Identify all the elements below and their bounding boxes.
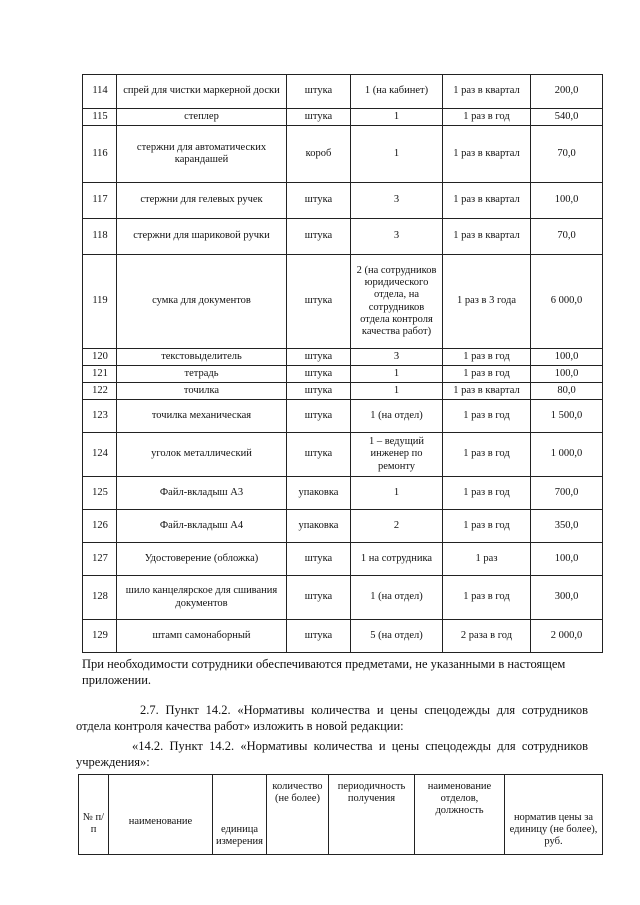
cell-unit: короб: [287, 126, 351, 183]
cell-price: 100,0: [531, 543, 603, 576]
cell-qty: 1: [351, 477, 443, 510]
cell-qty: 1: [351, 366, 443, 383]
table-row: [83, 433, 603, 477]
cell-unit: штука: [287, 349, 351, 366]
cell-num: 126: [83, 510, 117, 543]
cell-period: 1 раз в квартал: [443, 383, 531, 400]
table-row: [83, 576, 603, 620]
cell-name: стержни для шариковой ручки: [117, 219, 287, 255]
cell-name: стержни для автоматических карандашей: [117, 126, 287, 183]
cell-unit: штука: [287, 576, 351, 620]
header-dept: наименование отделов, должность: [415, 775, 505, 855]
cell-unit: штука: [287, 383, 351, 400]
cell-qty: 1: [351, 126, 443, 183]
cell-qty: 5 (на отдел): [351, 620, 443, 653]
cell-unit: штука: [287, 183, 351, 219]
cell-period: 1 раз в год: [443, 366, 531, 383]
cell-name: текстовыделитель: [117, 349, 287, 366]
cell-num: 121: [83, 366, 117, 383]
table-row: [83, 510, 603, 543]
cell-unit: упаковка: [287, 510, 351, 543]
section-14-2-paragraph: «14.2. Пункт 14.2. «Нормативы количества и цены спецодежды для сотрудников учреждения»:: [76, 739, 588, 770]
table-row: [83, 400, 603, 433]
cell-name: штамп самонаборный: [117, 620, 287, 653]
cell-num: 124: [83, 433, 117, 477]
header-unit: единица измерения: [213, 775, 267, 855]
cell-num: 117: [83, 183, 117, 219]
cell-period: 1 раз в 3 года: [443, 255, 531, 349]
cell-name: точилка механическая: [117, 400, 287, 433]
table-row: [83, 219, 603, 255]
table-row: [83, 255, 603, 349]
cell-qty: 2 (на сотрудников юридического отдела, на сотрудников отдела контроля качества работ): [351, 255, 443, 349]
cell-period: 1 раз в год: [443, 477, 531, 510]
table-row: [83, 126, 603, 183]
cell-unit: упаковка: [287, 477, 351, 510]
cell-name: стержни для гелевых ручек: [117, 183, 287, 219]
cell-qty: 1: [351, 109, 443, 126]
cell-unit: штука: [287, 109, 351, 126]
table-row: [83, 349, 603, 366]
cell-num: 127: [83, 543, 117, 576]
cell-unit: штука: [287, 75, 351, 109]
cell-name: Файл-вкладыш А4: [117, 510, 287, 543]
cell-qty: 1 – ведущий инженер по ремонту: [351, 433, 443, 477]
cell-name: шило канцелярское для сшивания документов: [117, 576, 287, 620]
header-qty: количество (не более): [267, 775, 329, 855]
section-2-7-paragraph: 2.7. Пункт 14.2. «Нормативы количества и цены спецодежды для сотрудников отдела контроля качества работ» изложить в новой редакции:: [76, 703, 588, 734]
cell-period: 1 раз: [443, 543, 531, 576]
header-price: норматив цены за единицу (не более), руб.: [505, 775, 603, 855]
cell-period: 2 раза в год: [443, 620, 531, 653]
cell-name: точилка: [117, 383, 287, 400]
table-row: [83, 75, 603, 109]
cell-unit: штука: [287, 620, 351, 653]
cell-num: 116: [83, 126, 117, 183]
table-row: [83, 383, 603, 400]
cell-price: 700,0: [531, 477, 603, 510]
cell-qty: 1 (на кабинет): [351, 75, 443, 109]
table-row: [83, 366, 603, 383]
cell-num: 118: [83, 219, 117, 255]
cell-period: 1 раз в квартал: [443, 219, 531, 255]
uniform-table-header: [78, 774, 603, 855]
cell-unit: штука: [287, 255, 351, 349]
cell-qty: 1 на сотрудника: [351, 543, 443, 576]
table-row: [83, 543, 603, 576]
cell-unit: штука: [287, 400, 351, 433]
cell-name: степлер: [117, 109, 287, 126]
cell-name: спрей для чистки маркерной доски: [117, 75, 287, 109]
table-row: [83, 109, 603, 126]
cell-period: 1 раз в год: [443, 433, 531, 477]
cell-qty: 2: [351, 510, 443, 543]
supplies-table: [82, 74, 603, 653]
cell-qty: 3: [351, 349, 443, 366]
table-row: [83, 620, 603, 653]
cell-num: 122: [83, 383, 117, 400]
cell-unit: штука: [287, 219, 351, 255]
table-row: [83, 183, 603, 219]
cell-price: 70,0: [531, 126, 603, 183]
cell-num: 125: [83, 477, 117, 510]
cell-qty: 3: [351, 219, 443, 255]
supplies-table-body: [83, 75, 603, 653]
cell-price: 200,0: [531, 75, 603, 109]
cell-unit: штука: [287, 543, 351, 576]
cell-period: 1 раз в квартал: [443, 126, 531, 183]
cell-price: 1 000,0: [531, 433, 603, 477]
cell-price: 1 500,0: [531, 400, 603, 433]
cell-price: 70,0: [531, 219, 603, 255]
cell-name: тетрадь: [117, 366, 287, 383]
cell-qty: 1: [351, 383, 443, 400]
cell-num: 115: [83, 109, 117, 126]
cell-num: 129: [83, 620, 117, 653]
cell-num: 123: [83, 400, 117, 433]
cell-price: 6 000,0: [531, 255, 603, 349]
cell-qty: 3: [351, 183, 443, 219]
cell-num: 119: [83, 255, 117, 349]
cell-num: 114: [83, 75, 117, 109]
cell-price: 100,0: [531, 349, 603, 366]
cell-price: 100,0: [531, 183, 603, 219]
cell-qty: 1 (на отдел): [351, 400, 443, 433]
cell-qty: 1 (на отдел): [351, 576, 443, 620]
cell-unit: штука: [287, 366, 351, 383]
cell-unit: штука: [287, 433, 351, 477]
header-period: периодичность получения: [329, 775, 415, 855]
cell-price: 540,0: [531, 109, 603, 126]
table-row: [83, 477, 603, 510]
cell-name: сумка для документов: [117, 255, 287, 349]
cell-period: 1 раз в год: [443, 109, 531, 126]
cell-name: Удостоверение (обложка): [117, 543, 287, 576]
cell-name: уголок металлический: [117, 433, 287, 477]
cell-period: 1 раз в год: [443, 400, 531, 433]
cell-price: 300,0: [531, 576, 603, 620]
cell-period: 1 раз в год: [443, 349, 531, 366]
cell-price: 2 000,0: [531, 620, 603, 653]
cell-period: 1 раз в квартал: [443, 75, 531, 109]
cell-name: Файл-вкладыш А3: [117, 477, 287, 510]
cell-price: 80,0: [531, 383, 603, 400]
cell-price: 350,0: [531, 510, 603, 543]
cell-price: 100,0: [531, 366, 603, 383]
header-num: № п/п: [79, 775, 109, 855]
header-name: наименование: [109, 775, 213, 855]
note-paragraph: При необходимости сотрудники обеспечиваются предметами, не указанными в настоящем приложении.: [82, 657, 566, 687]
cell-period: 1 раз в квартал: [443, 183, 531, 219]
cell-period: 1 раз в год: [443, 576, 531, 620]
cell-num: 128: [83, 576, 117, 620]
cell-period: 1 раз в год: [443, 510, 531, 543]
cell-num: 120: [83, 349, 117, 366]
